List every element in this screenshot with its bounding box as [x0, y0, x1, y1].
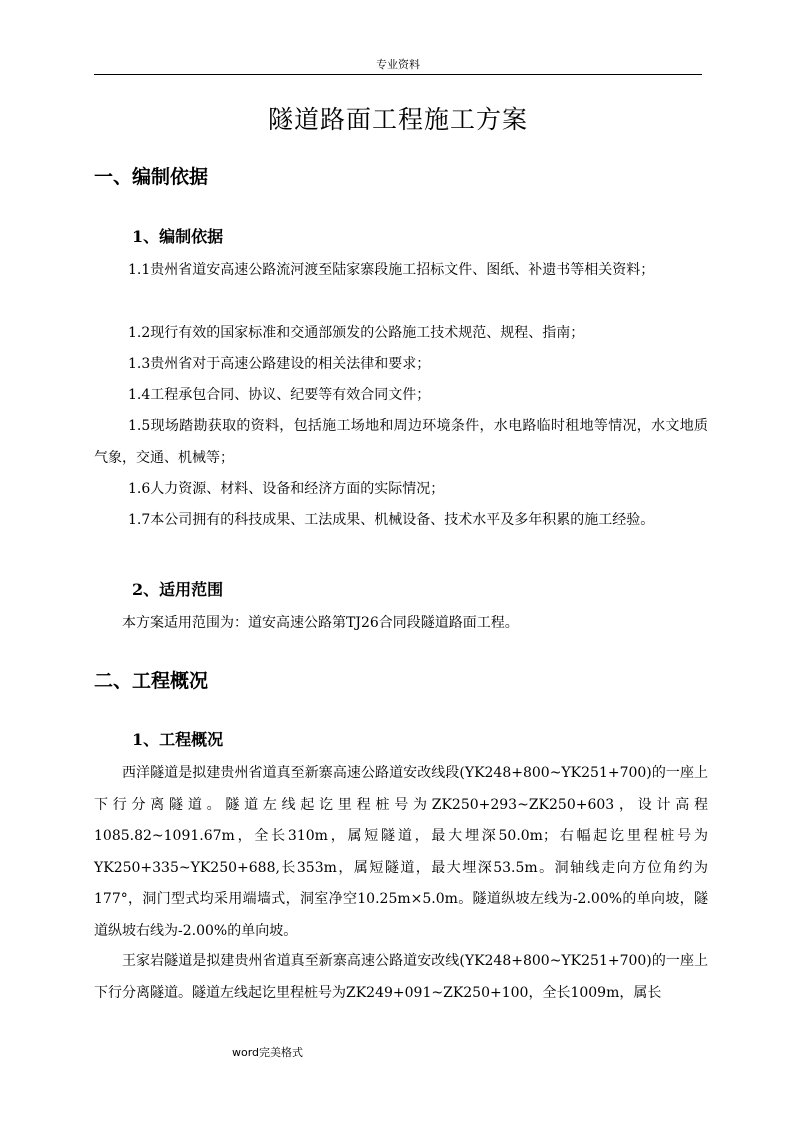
subsection-heading-scope: 2、适用范围	[132, 580, 224, 599]
subsection-heading-basis: 1、编制依据	[132, 227, 224, 246]
basis-item-1: 1.1贵州省道安高速公路流河渡至陆家寨段施工招标文件、图纸、补遗书等相关资料；	[128, 262, 655, 278]
basis-item-4: 1.4工程承包合同、协议、纪要等有效合同文件；	[128, 387, 431, 403]
page-header: 专业资料	[376, 58, 420, 71]
basis-item-2: 1.2现行有效的国家标准和交通部颁发的公路施工技术规范、规程、指南；	[128, 325, 585, 341]
overview-paragraph-2: 王家岩隧道是拟建贵州省道真至新寨高速公路道安改线(YK248+800~YK251+700)的一座上下行分离隧道。隧道左线起讫里程桩号为ZK249+091~ZK250+100，全长1009m，属长	[94, 953, 708, 1001]
document-title: 隧道路面工程施工方案	[267, 105, 528, 134]
section-heading-basis: 一、编制依据	[94, 166, 209, 188]
page-footer: word完美格式	[232, 1046, 304, 1059]
basis-item-5: 1.5现场踏勘获取的资料，包括施工场地和周边环境条件，水电路临时租地等情况，水文地质气象，交通、机械等；	[94, 418, 708, 466]
basis-item-6: 1.6人力资源、材料、设备和经济方面的实际情况；	[128, 481, 445, 497]
section-heading-overview: 二、工程概况	[94, 670, 209, 692]
scope-text: 本方案适用范围为：道安高速公路第TJ26合同段隧道路面工程。	[122, 615, 519, 631]
basis-item-3: 1.3贵州省对于高速公路建设的相关法律和要求；	[128, 356, 431, 372]
overview-paragraph-1: 西洋隧道是拟建贵州省道真至新寨高速公路道安改线段(YK248+800~YK251+700)的一座上下行分离隧道。隧道左线起讫里程桩号为ZK250+293~ZK250+603，设计高程1085.82~1091.67m，全长310m，属短隧道，最大埋深50.0m；右幅起讫里程桩号为YK250+335~YK250+688,长353m，属短隧道，最大埋深53.5m。洞轴线走向方位角约为177°，洞门型式均采用端墙式，洞室净空10.25m×5.0m。隧道纵坡左线为-2.00%的单向坡，隧道纵坡右线为-2.00%的单向坡。	[94, 765, 708, 939]
header-rule	[94, 74, 702, 75]
subsection-heading-overview: 1、工程概况	[132, 730, 224, 749]
basis-item-7: 1.7本公司拥有的科技成果、工法成果、机械设备、技术水平及多年积累的施工经验。	[128, 512, 655, 528]
